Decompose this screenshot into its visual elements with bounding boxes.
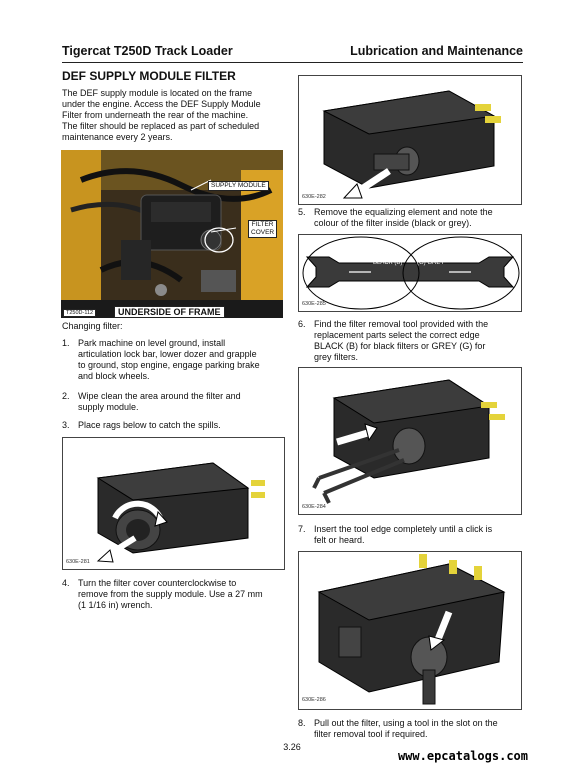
step-number: 3. — [62, 420, 70, 430]
step-number: 1. — [62, 338, 70, 348]
step-line: and block wheels. — [78, 371, 150, 381]
watermark-url: www.epcatalogs.com — [397, 749, 528, 763]
figure-630e-285 — [298, 234, 522, 312]
step-number: 5. — [298, 207, 306, 217]
header-section: Lubrication and Maintenance — [350, 44, 523, 58]
step-6 — [298, 319, 524, 363]
step-line: Insert the tool edge completely until a click is — [314, 524, 493, 534]
step-line: filter removal tool if required. — [314, 729, 428, 739]
step-line: replacement parts select the correct edge — [314, 330, 480, 340]
figure-code: 630E-285 — [302, 301, 326, 307]
step-number: 6. — [298, 319, 306, 329]
step-text — [314, 718, 498, 740]
page-number: 3.26 — [283, 742, 301, 752]
step-line: to ground, stop engine, engage parking brake — [78, 360, 260, 370]
step-text — [314, 207, 493, 229]
step-2 — [62, 391, 284, 413]
step-line: Find the filter removal tool provided with the — [314, 319, 489, 329]
step-1 — [62, 338, 284, 382]
figure-285-illustration — [299, 235, 521, 311]
step-line: Remove the equalizing element and note the — [314, 207, 493, 217]
step-line: Place rags below to catch the spills. — [78, 420, 221, 430]
figure-630e-281 — [62, 437, 285, 570]
header-title: Tigercat T250D Track Loader — [62, 44, 233, 58]
underside-photo — [61, 150, 283, 318]
photo-caption: UNDERSIDE OF FRAME — [114, 306, 225, 318]
step-line: (1 1/16 in) wrench. — [78, 600, 153, 610]
intro-line: maintenance every 2 years. — [62, 132, 173, 142]
step-text — [78, 338, 260, 382]
step-5 — [298, 207, 524, 229]
step-line: Park machine on level ground, install — [78, 338, 226, 348]
step-line: colour of the filter inside (black or grey). — [314, 218, 472, 228]
figure-282-illustration — [299, 76, 521, 204]
step-line: Wipe clean the area around the filter and — [78, 391, 241, 401]
intro-line: under the engine. Access the DEF Supply Module — [62, 99, 261, 109]
callout-filter-line: FILTER — [251, 221, 274, 228]
figure-code: 630E-282 — [302, 194, 326, 200]
step-text — [314, 319, 488, 363]
step-3 — [62, 420, 284, 431]
step-line: articulation lock bar, lower dozer and grapple — [78, 349, 257, 359]
figure-code: 630E-281 — [66, 559, 90, 565]
step-line: supply module. — [78, 402, 139, 412]
step-line: felt or heard. — [314, 535, 365, 545]
figure-630e-284 — [298, 367, 522, 515]
figure-630e-286 — [298, 551, 522, 710]
figure-630e-282 — [298, 75, 522, 205]
step-text — [78, 420, 221, 431]
step-line: remove from the supply module. Use a 27 mm — [78, 589, 263, 599]
intro-paragraph — [62, 88, 284, 143]
figure-code: 630E-284 — [302, 504, 326, 510]
label-grey: (G) GREY — [417, 260, 445, 266]
step-7 — [298, 524, 524, 546]
step-number: 2. — [62, 391, 70, 401]
step-text — [78, 578, 263, 611]
step-number: 4. — [62, 578, 70, 588]
step-number: 8. — [298, 718, 306, 728]
section-title: DEF SUPPLY MODULE FILTER — [62, 69, 236, 83]
figure-281-illustration — [63, 438, 284, 569]
intro-line: The filter should be replaced as part of scheduled — [62, 121, 260, 131]
intro-line: The DEF supply module is located on the frame — [62, 88, 253, 98]
changing-filter-label: Changing filter: — [62, 321, 123, 331]
figure-284-illustration — [299, 368, 521, 514]
step-line: grey filters. — [314, 352, 359, 362]
page-header — [62, 44, 523, 63]
photo-code: T250D-112 — [63, 309, 96, 317]
step-line: Turn the filter cover counterclockwise to — [78, 578, 237, 588]
callout-filter-line: COVER — [251, 229, 275, 236]
callout-filter-cover — [248, 220, 277, 238]
label-black: BLACK (B) — [373, 260, 403, 266]
figure-286-illustration — [299, 552, 521, 709]
step-8 — [298, 718, 526, 740]
step-text — [78, 391, 241, 413]
intro-line: Filter from underneath the rear of the machine. — [62, 110, 249, 120]
step-text — [314, 524, 492, 546]
step-number: 7. — [298, 524, 306, 534]
figure-code: 630E-286 — [302, 697, 326, 703]
step-line: BLACK (B) for black filters or GREY (G) for — [314, 341, 486, 351]
callout-supply-module: SUPPLY MODULE — [208, 181, 269, 191]
step-4 — [62, 578, 284, 611]
step-line: Pull out the filter, using a tool in the slot on the — [314, 718, 498, 728]
